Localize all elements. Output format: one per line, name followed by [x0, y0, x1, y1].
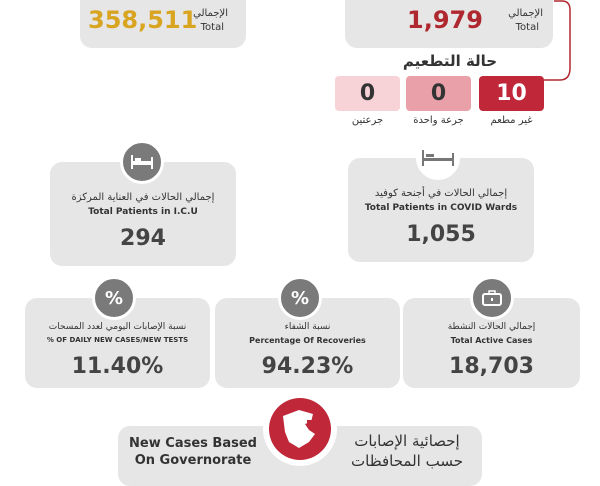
wards-title-en: Total Patients in COVID Wards — [364, 203, 518, 213]
recovery-percent-glyph: % — [290, 287, 310, 309]
governorate-ar-line2: حسب المحافظات — [351, 452, 463, 470]
total-deaths-card — [345, 0, 553, 48]
active-title-en: Total Active Cases — [450, 336, 533, 345]
vaccination-title: حالة التطعيم — [402, 52, 498, 70]
recovery-title-ar: نسبة الشفاء — [284, 322, 331, 332]
daily-rate-title-en: % OF DAILY NEW CASES/NEW TESTS — [46, 336, 189, 344]
total-cases-label-en: Total — [200, 22, 224, 33]
governorate-en-line2: On Governorate — [134, 453, 252, 468]
connector-line — [540, 0, 580, 100]
icu-value: 294 — [120, 226, 166, 251]
percent-icon-glyph: % — [104, 287, 124, 309]
two-doses-label: جرعتين — [351, 115, 384, 126]
one-dose-value: 0 — [430, 81, 447, 106]
one-dose-label: جرعة واحدة — [413, 115, 464, 126]
total-cases-card — [80, 0, 246, 48]
total-deaths-label-en: Total — [515, 22, 539, 33]
total-deaths-value: 1,979 — [407, 6, 483, 34]
active-title-ar: إجمالي الحالات النشطة — [447, 322, 536, 332]
icu-title-ar: إجمالي الحالات في العناية المركزة — [71, 192, 215, 203]
governorate-ar-line1: إحصائية الإصابات — [354, 432, 460, 450]
kuwait-map-badge — [263, 392, 337, 466]
unvaccinated-box — [479, 76, 544, 111]
two-doses-value: 0 — [359, 81, 376, 106]
wards-title-ar: إجمالي الحالات في أجنحة كوفيد — [374, 188, 508, 199]
wards-value: 1,055 — [406, 222, 476, 247]
icu-title-en: Total Patients in I.C.U — [88, 207, 198, 217]
two-doses-box — [335, 76, 400, 111]
total-cases-label-ar: الإجمالي — [193, 8, 228, 19]
recovery-percent-icon — [278, 276, 322, 320]
governorate-en-line1: New Cases Based — [129, 436, 257, 451]
total-cases-value: 358,511 — [88, 6, 198, 34]
briefcase-icon — [470, 276, 514, 320]
bed-icon — [120, 140, 164, 184]
unvaccinated-label: غير مطعم — [490, 115, 533, 126]
daily-rate-title-ar: نسبة الإصابات اليومي لعدد المسحات — [48, 322, 187, 332]
total-deaths-label-ar: الإجمالي — [508, 8, 543, 19]
ward-bed-icon — [416, 136, 460, 180]
kuwait-map-circle — [269, 398, 331, 460]
active-value: 18,703 — [449, 354, 534, 379]
unvaccinated-value: 10 — [496, 81, 527, 106]
recovery-value: 94.23% — [261, 354, 354, 379]
daily-rate-value: 11.40% — [71, 354, 164, 379]
recovery-title-en: Percentage Of Recoveries — [249, 336, 366, 345]
one-dose-box — [406, 76, 471, 111]
kuwait-map-icon — [269, 398, 331, 460]
percent-icon — [92, 276, 136, 320]
